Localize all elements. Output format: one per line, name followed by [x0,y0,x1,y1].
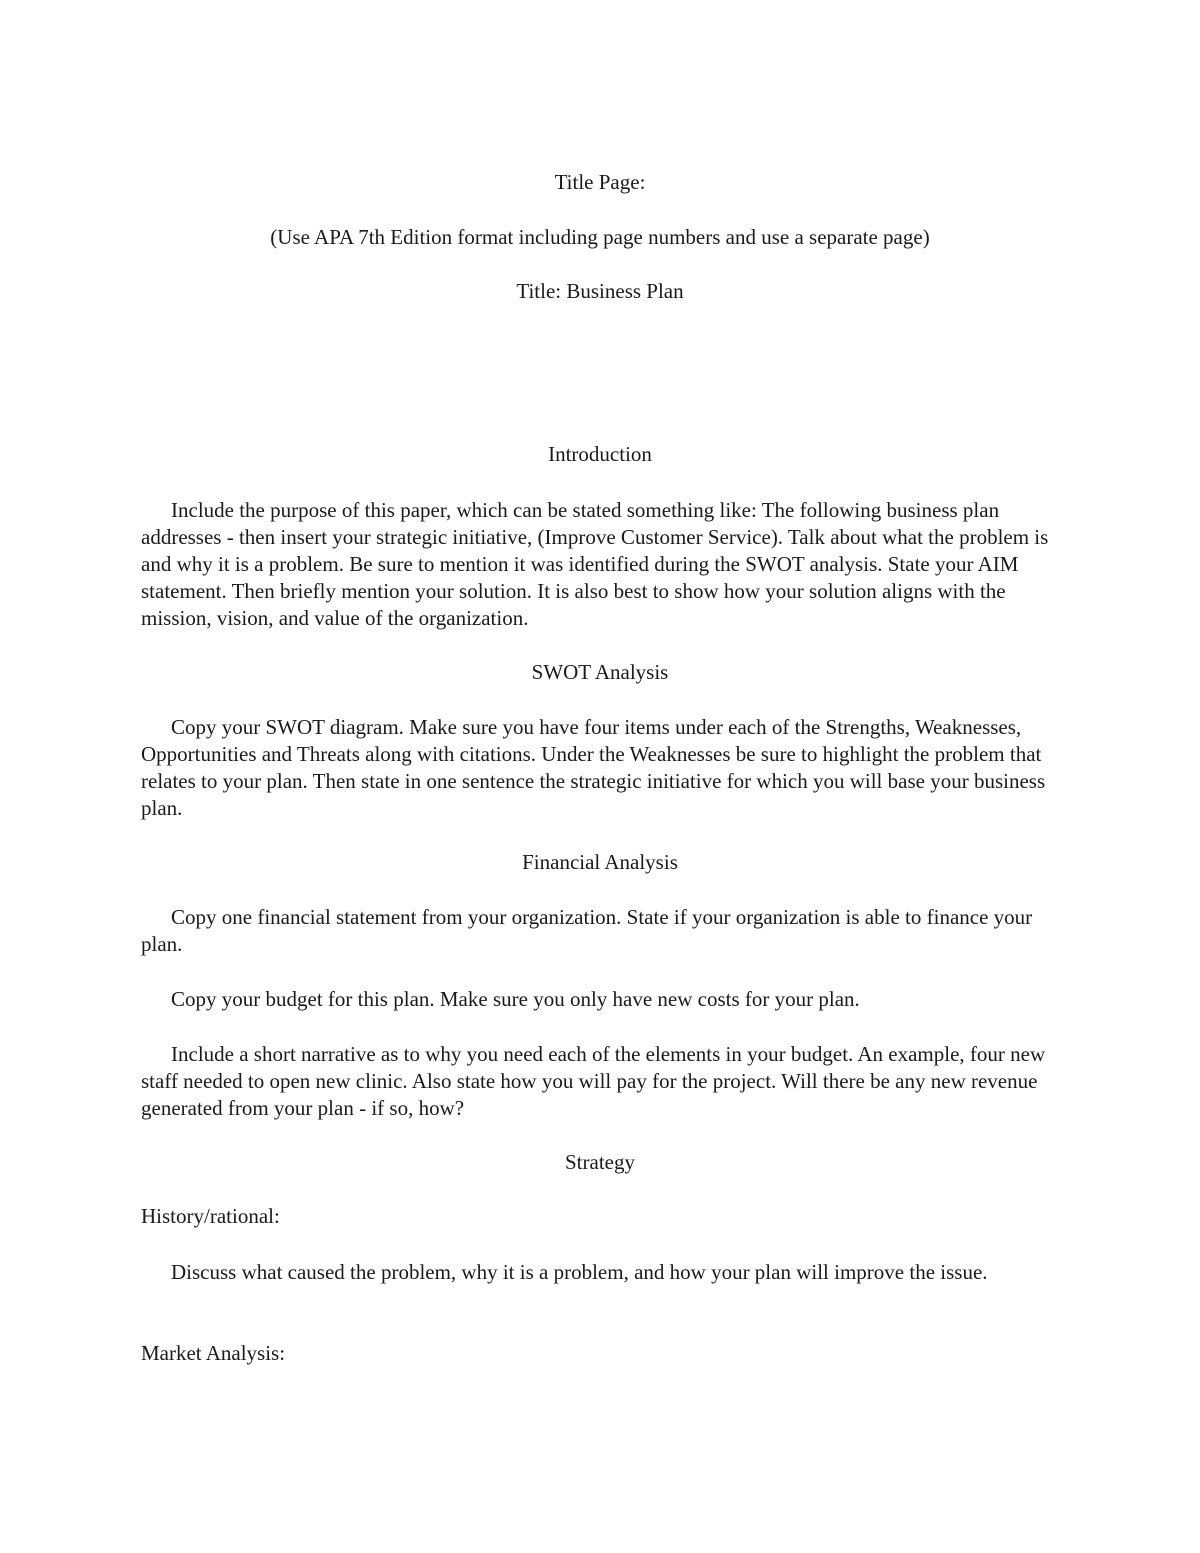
market-analysis-label: Market Analysis: [141,1341,286,1365]
swot-paragraph: Copy your SWOT diagram. Make sure you have four items under each of the Strengths, Weaknesses, Opportunities and Threats along with citations. Under the Weaknesses be sure to highlight the problem that relates to your plan. Then state in one sentence the strategic initiative for which you will base your business plan. [141,715,1046,820]
title-page-heading: Title Page: [554,170,646,194]
financial-paragraph-1: Copy one financial statement from your organization. State if your organization is able to finance your plan. [141,905,1033,956]
introduction-paragraph: Include the purpose of this paper, which can be stated something like: The following business plan addresses - then insert your strategic initiative, (Improve Customer Service). Talk about what the problem is and why it is a problem. Be sure to mention it was identified during the SWOT analysis. State your AIM statement. Then briefly mention your solution. It is also best to show how your solution aligns with the mission, vision, and value of the organization. [141,498,1049,630]
history-paragraph: Discuss what caused the problem, why it is a problem, and how your plan will improve the issue. [171,1260,988,1284]
strategy-heading: Strategy [565,1150,635,1174]
financial-heading: Financial Analysis [522,850,678,874]
swot-heading: SWOT Analysis [531,660,669,684]
history-label: History/rational: [141,1204,280,1228]
financial-paragraph-2: Copy your budget for this plan. Make sure you only have new costs for your plan. [171,987,860,1011]
title-line: Title: Business Plan [516,279,684,303]
introduction-heading: Introduction [548,442,652,466]
title-page-instruction: (Use APA 7th Edition format including page numbers and use a separate page) [270,225,930,249]
financial-paragraph-3: Include a short narrative as to why you need each of the elements in your budget. An example, four new staff needed to open new clinic. Also state how you will pay for the project. Will there be any new revenue generated from your plan - if so, how? [141,1042,1046,1120]
